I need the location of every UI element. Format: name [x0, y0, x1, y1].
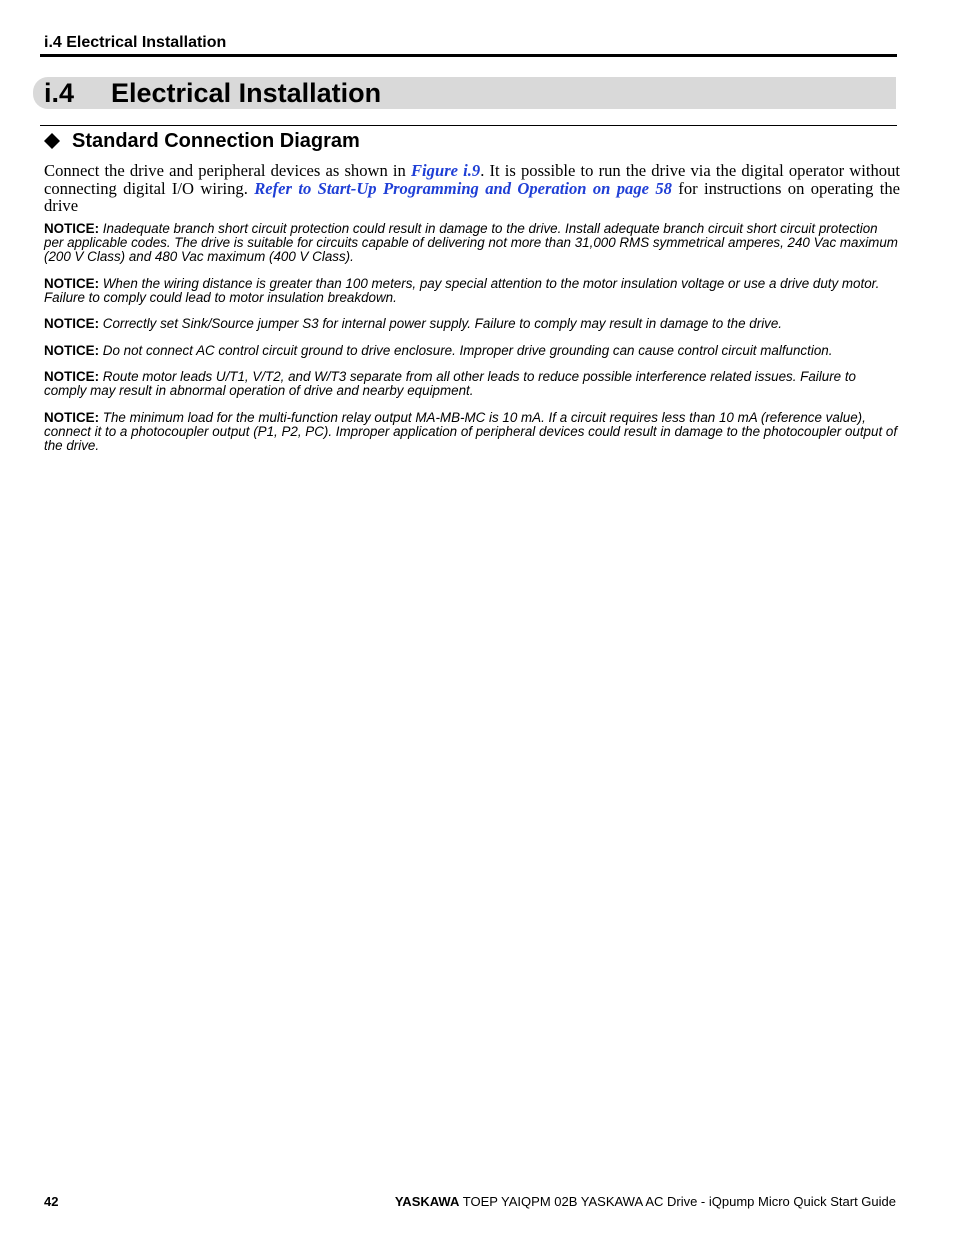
notice-text: When the wiring distance is greater than 100 meters, pay special attention to the motor insulation voltage or use a drive duty motor. Failure to comply could lead to motor insulation breakdown.: [44, 276, 880, 305]
notice-text: Do not connect AC control circuit ground to drive enclosure. Improper drive grounding can cause control circuit malfunction.: [102, 343, 833, 358]
page-reference-link[interactable]: Refer to Start-Up Programming and Operation on page 58: [254, 178, 672, 198]
notice-text: Correctly set Sink/Source jumper S3 for internal power supply. Failure to comply may result in damage to the drive.: [102, 316, 783, 331]
section-title: Electrical Installation: [111, 78, 382, 108]
notice-label: NOTICE:: [44, 410, 100, 425]
section-number: i.4: [44, 78, 75, 108]
notice-block: [44, 277, 900, 305]
intro-text-2: . It is possible to run the drive via the digital operator without connecting digital I/O wiring.: [44, 161, 900, 198]
notice-label: NOTICE:: [44, 343, 100, 358]
notice-label: NOTICE:: [44, 369, 100, 384]
running-head: i.4 Electrical Installation: [44, 34, 227, 51]
notice-block: [44, 222, 900, 264]
notice-block: [44, 411, 900, 453]
page-number: 42: [44, 1194, 59, 1209]
notice-text: Inadequate branch short circuit protection could result in damage to the drive. Install adequate branch circuit short circuit protection per applicable codes. The drive is suitable for circuits capable of delivering not more than 31,000 RMS symmetrical amperes, 240 Vac maximum (200 V Class) and 480 Vac maximum (400 V Class).: [44, 221, 898, 264]
notice-block: [44, 317, 900, 331]
diamond-bullet-icon: [44, 133, 60, 149]
notice-block: [44, 344, 900, 358]
notice-block: [44, 370, 900, 398]
intro-text-1: Connect the drive and peripheral devices as shown in: [44, 161, 411, 180]
notice-label: NOTICE:: [44, 316, 100, 331]
notice-label: NOTICE:: [44, 221, 100, 236]
subsection-title: Standard Connection Diagram: [72, 130, 360, 152]
subsection-rule: [40, 125, 897, 126]
notice-label: NOTICE:: [44, 276, 100, 291]
footer-doc-title: TOEP YAIQPM 02B YASKAWA AC Drive - iQpump Micro Quick Start Guide: [459, 1194, 896, 1209]
header-rule: [40, 54, 897, 57]
footer-document-title: [395, 1194, 896, 1209]
intro-text-3: for instructions on operating the drive: [44, 178, 900, 215]
notice-text: The minimum load for the multi-function relay output MA-MB-MC is 10 mA. If a circuit requires less than 10 mA (reference value), connect it to a photocoupler output (P1, P2, PC). Improper application of peripheral devices could result in damage to the photocoupler output of the drive.: [44, 410, 898, 453]
footer-brand: YASKAWA: [394, 1194, 460, 1209]
figure-link[interactable]: Figure i.9: [410, 161, 481, 180]
intro-paragraph: [44, 162, 900, 215]
notice-text: Route motor leads U/T1, V/T2, and W/T3 separate from all other leads to reduce possible interference related issues. Failure to comply may result in abnormal operation of drive and nearby equipment.: [44, 369, 856, 398]
